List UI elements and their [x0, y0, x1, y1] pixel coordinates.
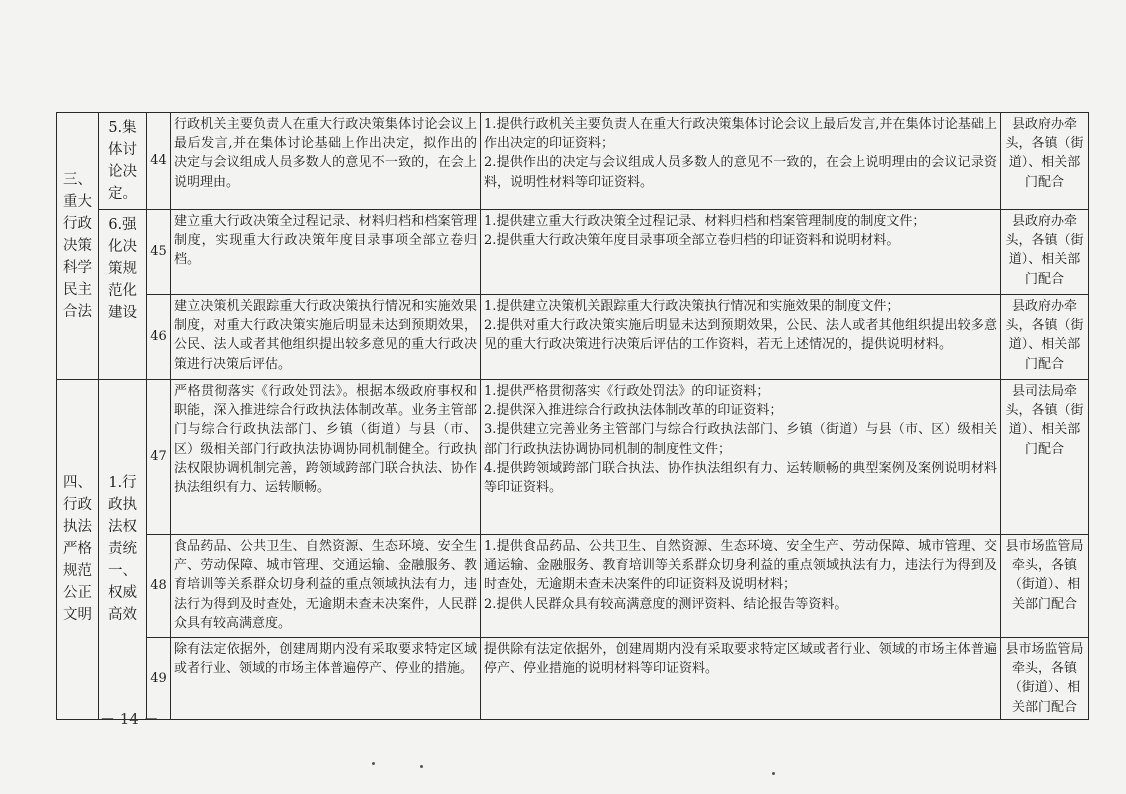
- responsible-cell: 县政府办牵头，各镇（街道）、相关部门配合: [1001, 210, 1089, 295]
- item-number: 46: [147, 295, 171, 380]
- standard-cell: 食品药品、公共卫生、自然资源、生态环境、安全生产、劳动保障、城市管理、交通运输、金融服务、教育培训等关系群众切身利益的重点领域执法有力，违法行为得到及时查处，无逾期未查未决案件，人民群众具有较高满意度。: [171, 535, 481, 638]
- table-row: [57, 638, 1089, 720]
- standard-cell: 行政机关主要负责人在重大行政决策集体讨论会议上最后发言,并在集体讨论基础上作出决定，拟作出的决定与会议组成人员多数人的意见不一致的，在会上说明理由。: [171, 113, 481, 210]
- standard-cell: 严格贯彻落实《行政处罚法》。根据本级政府事权和职能，深入推进综合行政执法体制改革。业务主管部门与综合行政执法部门、乡镇（街道）与县（市、区）级相关部门行政执法协调协同机制健全。行政执法权限协调机制完善，跨领域跨部门联合执法、协作执法组织有力、运转顺畅。: [171, 380, 481, 535]
- responsible-cell: 县政府办牵头，各镇（街道）、相关部门配合: [1001, 113, 1089, 210]
- standard-cell: 除有法定依据外，创建周期内没有采取要求特定区域或者行业、领域的市场主体普遍停产、停业的措施。: [171, 638, 481, 720]
- page-number: － 14 －: [100, 710, 159, 728]
- table-row: [57, 535, 1089, 638]
- table-row: [57, 210, 1089, 295]
- scan-speck: [420, 765, 423, 768]
- responsible-cell: 县司法局牵头，各镇（街道）、相关部门配合: [1001, 380, 1089, 535]
- item-number: 47: [147, 380, 171, 535]
- table-row: [57, 113, 1089, 210]
- responsible-cell: 县政府办牵头，各镇（街道）、相关部门配合: [1001, 295, 1089, 380]
- proof-cell: 1.提供行政机关主要负责人在重大行政决策集体讨论会议上最后发言,并在集体讨论基础上作出决定的印证资料； 2.提供作出的决定与会议组成人员多数人的意见不一致的，在会上说明理由的会议记录资料，说明性材料等印证资料。: [481, 113, 1001, 210]
- item-number: 48: [147, 535, 171, 638]
- category-cell: 三、重大行政决策科学民主合法: [57, 113, 99, 380]
- proof-cell: 提供除有法定依据外，创建周期内没有采取要求特定区域或者行业、领域的市场主体普遍停产、停业措施的说明材料等印证资料。: [481, 638, 1001, 720]
- subcategory-cell: 6.强化决策规范化建设: [99, 210, 147, 380]
- subcategory-cell: 1.行政执法权责统一、权威高效: [99, 380, 147, 720]
- indicator-table: [56, 112, 1089, 720]
- table-row: [57, 380, 1089, 535]
- scan-speck: [372, 762, 375, 765]
- proof-cell: 1.提供建立重大行政决策全过程记录、材料归档和档案管理制度的制度文件； 2.提供重大行政决策年度目录事项全部立卷归档的印证资料和说明材料。: [481, 210, 1001, 295]
- standard-cell: 建立决策机关跟踪重大行政决策执行情况和实施效果制度，对重大行政决策实施后明显未达到预期效果，公民、法人或者其他组织提出较多意见的重大行政决策进行决策后评估。: [171, 295, 481, 380]
- item-number: 44: [147, 113, 171, 210]
- proof-cell: 1.提供严格贯彻落实《行政处罚法》的印证资料； 2.提供深入推进综合行政执法体制改革的印证资料； 3.提供建立完善业务主管部门与综合行政执法部门、乡镇（街道）与县（市、区）级相关部门行政执法协调协同机制的制度性文件； 4.提供跨领域跨部门联合执法、协作执法组织有力、运转顺畅的典型案例及案例说明材料等印证资料。: [481, 380, 1001, 535]
- item-number: 49: [147, 638, 171, 720]
- responsible-cell: 县市场监管局牵头，各镇（街道）、相关部门配合: [1001, 535, 1089, 638]
- category-cell: 四、行政执法严格规范公正文明: [57, 380, 99, 720]
- subcategory-cell: 5.集体讨论决定。: [99, 113, 147, 210]
- standard-cell: 建立重大行政决策全过程记录、材料归档和档案管理制度，实现重大行政决策年度目录事项全部立卷归档。: [171, 210, 481, 295]
- table-row: [57, 295, 1089, 380]
- proof-cell: 1.提供建立决策机关跟踪重大行政决策执行情况和实施效果的制度文件； 2.提供对重大行政决策实施后明显未达到预期效果，公民、法人或者其他组织提出较多意见的重大行政决策进行决策后评估的工作资料，若无上述情况的，提供说明材料。: [481, 295, 1001, 380]
- proof-cell: 1.提供食品药品、公共卫生、自然资源、生态环境、安全生产、劳动保障、城市管理、交通运输、金融服务、教育培训等关系群众切身利益的重点领域执法有力，违法行为得到及时查处，无逾期未查未决案件的印证资料及说明材料； 2.提供人民群众具有较高满意度的测评资料、结论报告等资料。: [481, 535, 1001, 638]
- scan-speck: [772, 772, 775, 775]
- responsible-cell: 县市场监管局牵头，各镇（街道）、相关部门配合: [1001, 638, 1089, 720]
- item-number: 45: [147, 210, 171, 295]
